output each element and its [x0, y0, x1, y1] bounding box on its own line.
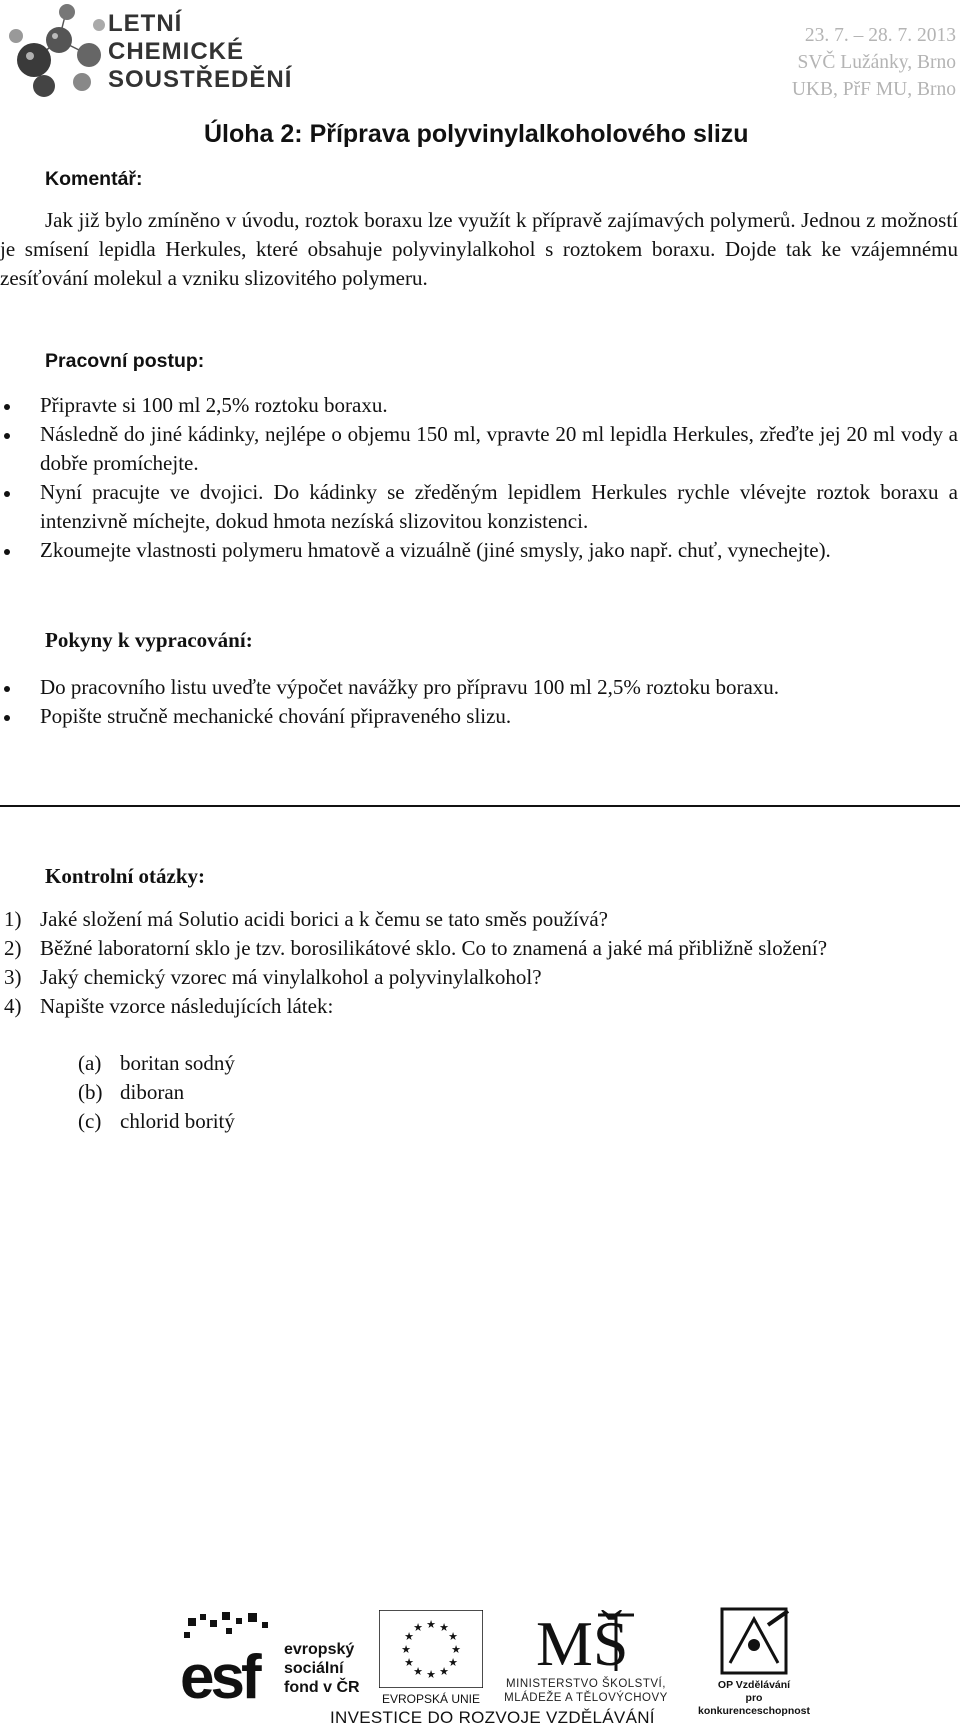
footer-slogan: INVESTICE DO ROZVOJE VZDĚLÁVÁNÍ — [330, 1708, 655, 1727]
svg-text:★: ★ — [404, 1630, 414, 1643]
logo-line-1: LETNÍ — [108, 10, 183, 37]
msmt-mark-icon — [536, 1605, 636, 1675]
svg-text:★: ★ — [426, 1668, 436, 1681]
procedure-heading: Pracovní postup: — [45, 350, 205, 372]
esf-mark-icon — [178, 1610, 278, 1705]
header-info — [792, 22, 956, 103]
question-item: 4) Napište vzorce následujících látek: — [4, 994, 334, 1018]
eu-flag-icon — [379, 1610, 483, 1688]
subquestion-item: (a) boritan sodný — [78, 1051, 235, 1075]
svg-text:★: ★ — [451, 1643, 461, 1656]
svg-text:★: ★ — [448, 1656, 458, 1669]
soustredeni-logo — [4, 0, 334, 105]
svg-text:★: ★ — [426, 1618, 436, 1631]
section-divider — [0, 805, 960, 807]
task-title: Úloha 2: Příprava polyvinylalkoholového slizu — [204, 120, 749, 148]
questions-heading: Kontrolní otázky: — [45, 864, 206, 888]
eu-logo — [376, 1610, 486, 1710]
bullet-icon — [4, 491, 10, 497]
comment-heading: Komentář: — [45, 168, 143, 190]
esf-text-3: fond v ČR — [284, 1679, 360, 1696]
bullet-icon — [4, 549, 10, 555]
bullet-icon — [4, 433, 10, 439]
procedure-step: Nyní pracujte ve dvojici. Do kádinky se zředěným lepidlem Herkules rychle vlévejte roztok boraxu a intenzivně míchejte, dokud hmota nezíská slizovitou konzistenci. — [0, 478, 958, 536]
svg-text:★: ★ — [439, 1621, 449, 1634]
instructions-heading: Pokyny k vypracování: — [45, 628, 253, 652]
esf-text-1: evropský — [284, 1641, 355, 1658]
svg-text:★: ★ — [413, 1665, 423, 1678]
procedure-step: Následně do jiné kádinky, nejlépe o objemu 150 ml, vpravte 20 ml lepidla Herkules, zřeďte jej 20 ml vody a dobře promíchejte. — [0, 420, 958, 478]
svg-text:★: ★ — [448, 1630, 458, 1643]
event-org: UKB, PřF MU, Brno — [791, 79, 956, 100]
esf-logo — [178, 1610, 368, 1705]
bullet-icon — [4, 404, 10, 410]
question-item: 3) Jaký chemický vzorec má vinylalkohol a polyvinylalkohol? — [4, 965, 542, 989]
op-text-2: pro konkurenceschopnost — [697, 1692, 811, 1717]
instruction-item: Popište stručně mechanické chování připraveného slizu. — [0, 702, 958, 731]
bullet-icon — [4, 686, 10, 692]
msmt-text-2: MLÁDEŽE A TĚLOVÝCHOVY — [504, 1692, 668, 1704]
procedure-list — [0, 391, 958, 565]
esf-text-2: sociální — [284, 1660, 344, 1677]
eu-text: EVROPSKÁ UNIE — [381, 1692, 481, 1706]
instructions-list — [0, 673, 958, 731]
molecule-logo-icon — [4, 0, 114, 105]
subquestions-list — [0, 1049, 958, 1136]
svg-text:MŠ: MŠ — [536, 1608, 629, 1675]
procedure-step: Připravte si 100 ml 2,5% roztoku boraxu. — [0, 391, 958, 420]
svg-text:★: ★ — [439, 1665, 449, 1678]
event-venue: SVČ Lužánky, Brno — [797, 52, 956, 73]
questions-list — [0, 905, 958, 1021]
question-item: 1) Jaké složení má Solutio acidi borici a k čemu se tato směs používá? — [4, 907, 609, 931]
op-logo — [690, 1605, 818, 1717]
subquestion-item: (b) diboran — [78, 1080, 185, 1104]
svg-text:★: ★ — [413, 1621, 423, 1634]
op-mark-icon — [714, 1605, 794, 1683]
logo-line-2: CHEMICKÉ — [108, 38, 245, 65]
comment-text: Jak již bylo zmíněno v úvodu, roztok boraxu lze využít k přípravě zajímavých polymerů. Jednou z možností je smísení lepidla Herkules, které obsahuje polyvinylalkohol s roztokem boraxu. Dojde tak ke vzájemnému zesíťování molekul a vzniku slizovitého polymeru. — [0, 208, 958, 290]
svg-text:★: ★ — [401, 1643, 411, 1656]
msmt-logo — [496, 1605, 676, 1710]
svg-text:esf: esf — [180, 1643, 258, 1705]
instruction-item: Do pracovního listu uveďte výpočet navážky pro přípravu 100 ml 2,5% roztoku boraxu. — [0, 673, 958, 702]
logo-line-3: SOUSTŘEDĚNÍ — [108, 66, 293, 93]
subquestion-item: (c) chlorid boritý — [78, 1109, 235, 1133]
msmt-text-1: MINISTERSTVO ŠKOLSTVÍ, — [506, 1678, 666, 1690]
op-text-1: OP Vzdělávání — [717, 1679, 791, 1691]
procedure-step: Zkoumejte vlastnosti polymeru hmatově a vizuálně (jiné smysly, jako např. chuť, vynechejte). — [0, 536, 958, 565]
svg-text:★: ★ — [404, 1656, 414, 1669]
question-item: 2) Běžné laboratorní sklo je tzv. borosilikátové sklo. Co to znamená a jaké má přibližně složení? — [4, 936, 828, 960]
event-dates: 23. 7. – 28. 7. 2013 — [804, 25, 956, 46]
bullet-icon — [4, 715, 10, 721]
